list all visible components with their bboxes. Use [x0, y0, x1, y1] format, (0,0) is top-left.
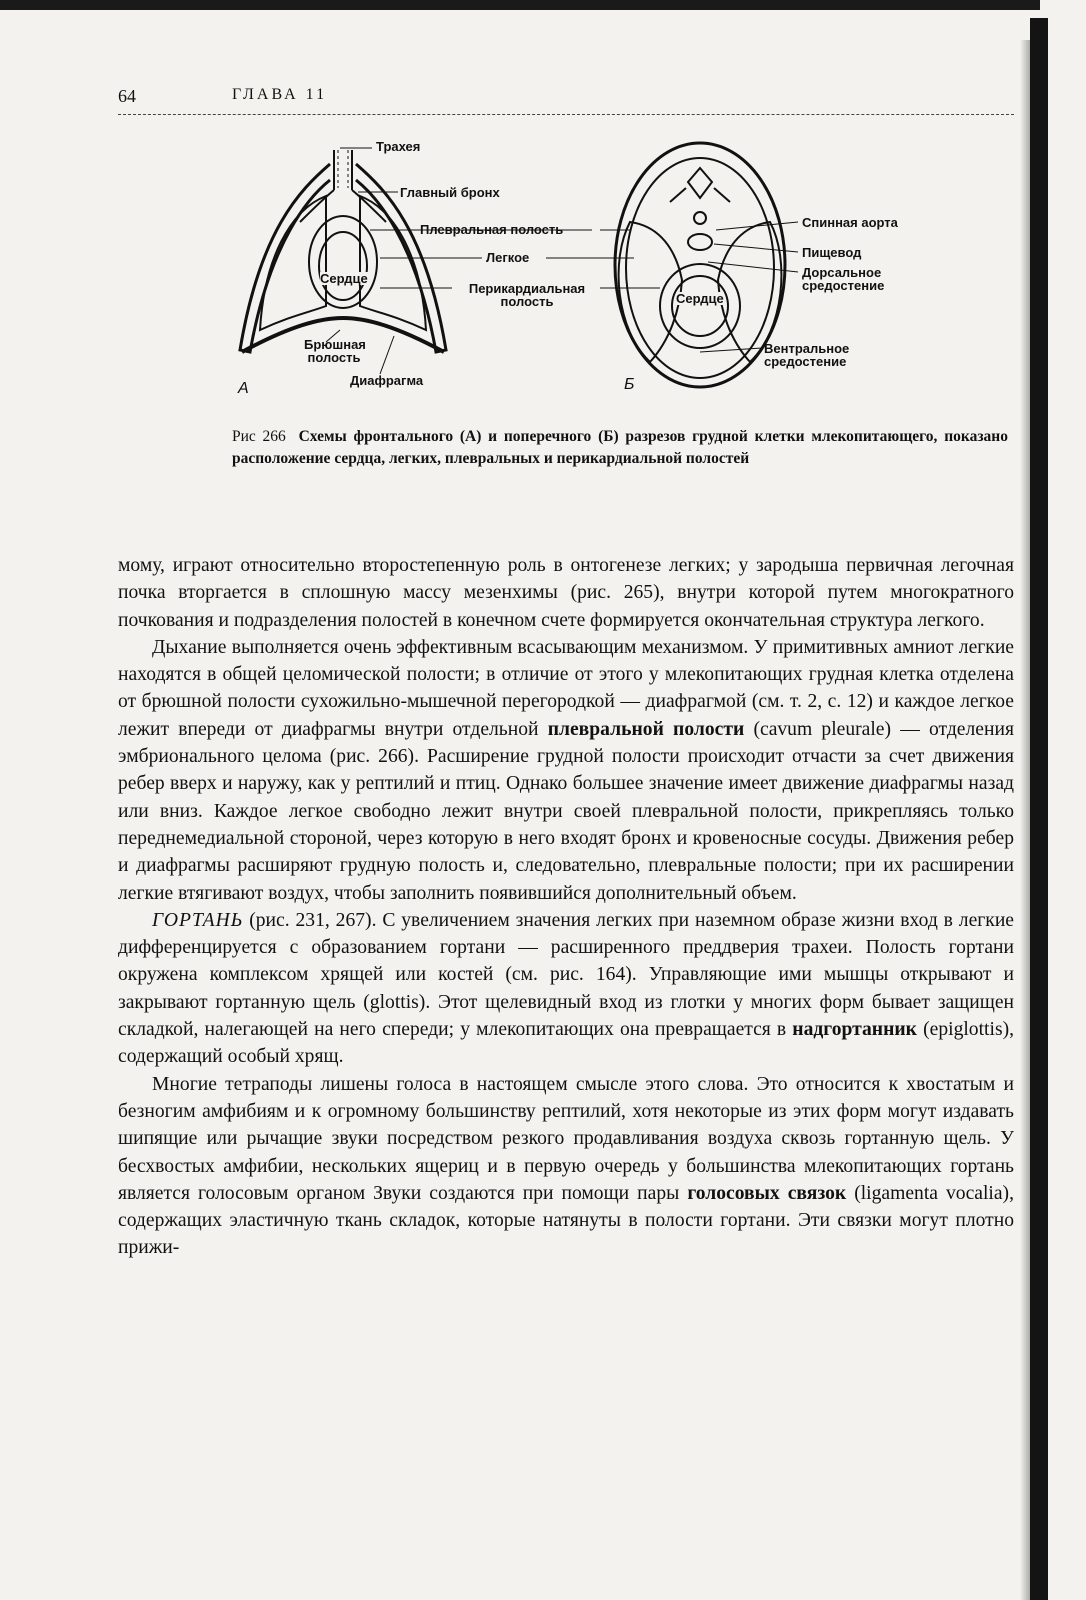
caption-text: Схемы фронтального (А) и поперечного (Б) разрезов грудной клетки млекопитающего, показано расположение сердца, легких, плевральных и перикардиальной полостей: [232, 428, 1008, 467]
paragraph-2: [118, 634, 1014, 907]
label-trachea: Трахея: [376, 139, 421, 154]
label-ventral-mediastinum: Вентральное средостение: [764, 341, 850, 369]
panel-label-b: Б: [624, 376, 635, 393]
running-header: [118, 86, 1018, 112]
paragraph-4: [118, 1071, 1014, 1262]
label-heart-a: Сердце: [320, 271, 368, 286]
paragraph-2-end: (cavum pleurale) — отделения эмбрионального целома (рис. 266). Расширение грудной полости происходит отчасти за счет движения ребер вверх и наружу, как у рептилий и птиц. Однако большее значение имеет движение диафрагмы назад или вниз. Каждое легкое свободно лежит внутри своей плевральной полости, прикрепляясь только переднемедиальной стороной, через которую в него входят бронх и кровеносные сосуды. Движения ребер и диафрагмы расширяют грудную полость и, следовательно, плевральные полости; при их расширении легкие втягивают воздух, чтобы заполнить появившийся дополнительный объем.: [118, 718, 1014, 904]
scan-right-edge: [1030, 18, 1048, 1600]
paragraph-3-end: (epiglottis), содержащий особый хрящ.: [118, 1019, 1014, 1068]
figure-caption: [232, 426, 1008, 470]
caption-number: Рис 266: [232, 428, 286, 445]
diagram-b-drawing: [615, 143, 785, 387]
diagram-a-drawing: [240, 150, 446, 352]
paragraph-4-start: Многие тетраподы лишены голоса в настоящем смысле этого слова. Это относится к хвостатым и безногим амфибиям и к огромному большинству рептилий, хотя некоторые из этих форм могут издавать шипящие или рычащие звуки посредством резкого продавливания воздуха сквозь гортанную щель. У бесхвостых амфибии, нескольких ящериц и в первую очередь у большинства млекопитающих гортань является голосовым органом Звуки создаются при помощи пары: [118, 1073, 1014, 1204]
label-heart-b: Сердце: [676, 291, 724, 306]
label-lung: Легкое: [486, 250, 530, 265]
label-pleural-cavity: Плевральная полость: [420, 222, 564, 237]
body-text: [118, 552, 1014, 1262]
label-diaphragm: Диафрагма: [350, 373, 424, 388]
page-number: 64: [118, 86, 136, 106]
label-abdominal-cavity: Брюшная полость: [304, 337, 366, 365]
paragraph-1: мому, играют относительно второстепенную роль в онтогенезе легких; у зародыша первичная легочная почка вторгается в сплошную массу мезенхимы (рис. 265), внутри которой путем многократного почкования и подразделения полостей в конечном счете формируется окончательная структура легкого.: [118, 555, 1014, 631]
term-pleural-cavity: плевральной полости: [547, 718, 745, 740]
figure-266: [230, 130, 930, 420]
panel-label-a: А: [238, 380, 249, 397]
label-pericardial-cavity: Перикардиальная полость: [468, 281, 586, 309]
label-spinal-aorta: Спинная аорта: [802, 215, 898, 230]
scan-top-edge: [0, 0, 1040, 10]
paragraph-4-end: (ligamenta vocalia), содержащих эластичную ткань складок, которые натянуты в полости гортани. Эти связки могут плотно прижи-: [118, 1182, 1014, 1259]
header-rule: [118, 114, 1014, 115]
section-heading-larynx: ГОРТАНЬ: [152, 909, 244, 931]
chapter-title: ГЛАВА 11: [232, 86, 328, 103]
paragraph-3: [118, 907, 1014, 1071]
paragraph-3-start: (рис. 231, 267). С увеличением значения легких при наземном образе жизни вход в легкие дифференцируется с образованием гортани — расширенного преддверия трахеи. Полость гортани окружена комплексом хрящей или костей (см. рис. 164). Управляющие ими мышцы открывают и закрывают гортанную щель (glottis). Этот щелевидный вход из глотки у многих форм бывает защищен складкой, налегающей на него спереди; у млекопитающих она превращается в: [118, 909, 1014, 1041]
term-vocal-cords: голосовых связок: [687, 1182, 847, 1204]
label-dorsal-mediastinum: Дорсальное средостение: [802, 265, 885, 293]
label-esophagus: Пищевод: [802, 245, 862, 260]
paragraph-2-start: Дыхание выполняется очень эффективным всасывающим механизмом. У примитивных амниот легкие находятся в общей целомической полости; в отличие от этого у млекопитающих грудная клетка отделена от брюшной полости сухожильно-мышечной перегородкой — диафрагмой (см. т. 2, с. 12) и каждое легкое лежит впереди от диафрагмы внутри отдельной: [118, 636, 1014, 740]
term-epiglottis: надгортанник: [792, 1019, 917, 1041]
label-main-bronchus: Главный бронх: [400, 185, 500, 200]
